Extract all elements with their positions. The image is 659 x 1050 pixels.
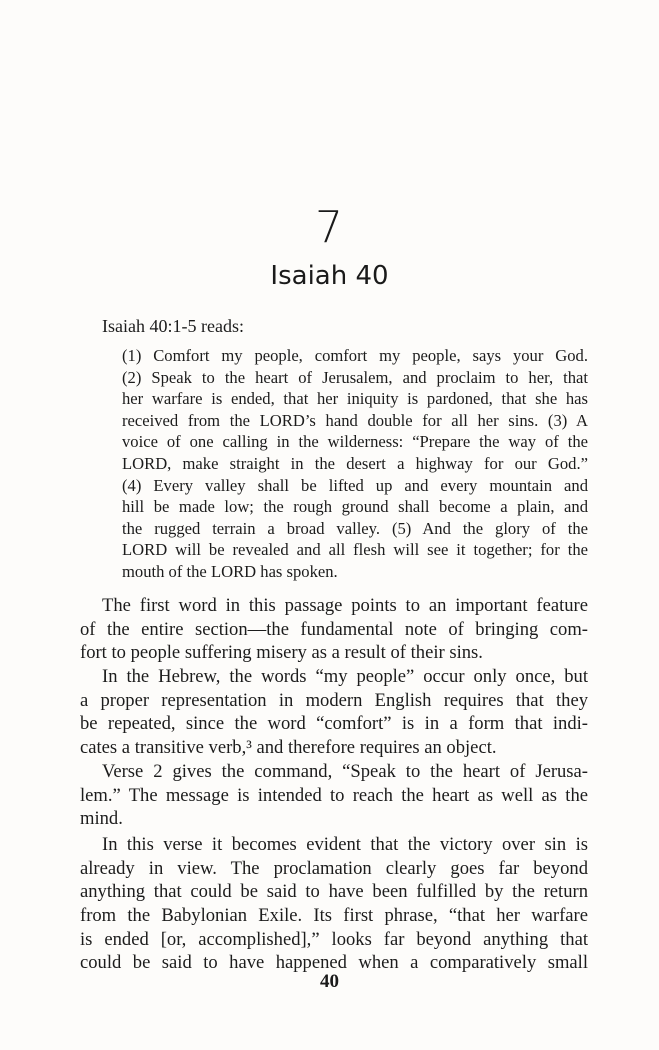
- paragraph-line: The first word in this passage points to an important feature: [102, 595, 588, 616]
- paragraph: [80, 833, 588, 975]
- page-number: 40: [320, 971, 339, 992]
- scripture-quote: [122, 345, 588, 583]
- quote-line: the rugged terrain a broad valley. (5) And the glory of the: [122, 518, 588, 538]
- paragraph-line: already in view. The proclamation clearly goes far beyond: [80, 857, 588, 879]
- paragraph-line: could be said to have happened when a comparatively small: [80, 952, 588, 974]
- quote-line: mouth of the LORD has spoken.: [122, 561, 338, 581]
- paragraph-line: In the Hebrew, the words “my people” occur only once, but: [102, 666, 588, 688]
- paragraph-line: fort to people suffering misery as a result of their sins.: [80, 642, 483, 664]
- quote-line: LORD will be revealed and all flesh will see it together; for the: [122, 540, 588, 560]
- paragraph-line: from the Babylonian Exile. Its first phrase, “that her warfare: [80, 904, 588, 926]
- quote-line: hill be made low; the rough ground shall become a plain, and: [122, 497, 588, 517]
- paragraph-line: mind.: [80, 808, 123, 830]
- quote-line: (4) Every valley shall be lifted up and every mountain and: [122, 475, 588, 495]
- paragraph-line: of the entire section—the fundamental note of bringing com-: [80, 618, 588, 640]
- quote-line: LORD, make straight in the desert a highway for our God.”: [122, 453, 588, 473]
- paragraph: [80, 665, 588, 760]
- quote-line: (2) Speak to the heart of Jerusalem, and proclaim to her, that: [122, 367, 588, 387]
- quote-line: received from the LORD’s hand double for all her sins. (3) A: [122, 410, 588, 430]
- paragraph-line: be repeated, since the word “comfort” is in a form that indi-: [80, 713, 588, 735]
- quote-line: (1) Comfort my people, comfort my people, says your God.: [122, 346, 588, 365]
- paragraph: [80, 760, 588, 831]
- chapter-title: Isaiah 40: [270, 261, 389, 291]
- paragraph-line: anything that could be said to have been fulfilled by the return: [80, 881, 588, 903]
- paragraph-line: a proper representation in modern English requires that they: [80, 689, 588, 711]
- paragraph-line: is ended [or, accomplished],” looks far beyond anything that: [80, 928, 588, 950]
- body-text: [80, 594, 588, 975]
- paragraph: [80, 594, 588, 665]
- paragraph-line: Verse 2 gives the command, “Speak to the heart of Jerusa-: [102, 760, 588, 782]
- quote-line: voice of one calling in the wilderness: “Prepare the way of the: [122, 432, 588, 452]
- paragraph-line: lem.” The message is intended to reach the heart as well as the: [80, 784, 588, 806]
- paragraph-line: In this verse it becomes evident that the victory over sin is: [102, 833, 588, 855]
- paragraph-line: cates a transitive verb,³ and therefore requires an object.: [80, 737, 497, 759]
- quote-intro: Isaiah 40:1-5 reads:: [102, 316, 244, 336]
- chapter-number: 7: [315, 202, 344, 253]
- quote-line: her warfare is ended, that her iniquity is pardoned, that she has: [122, 389, 588, 409]
